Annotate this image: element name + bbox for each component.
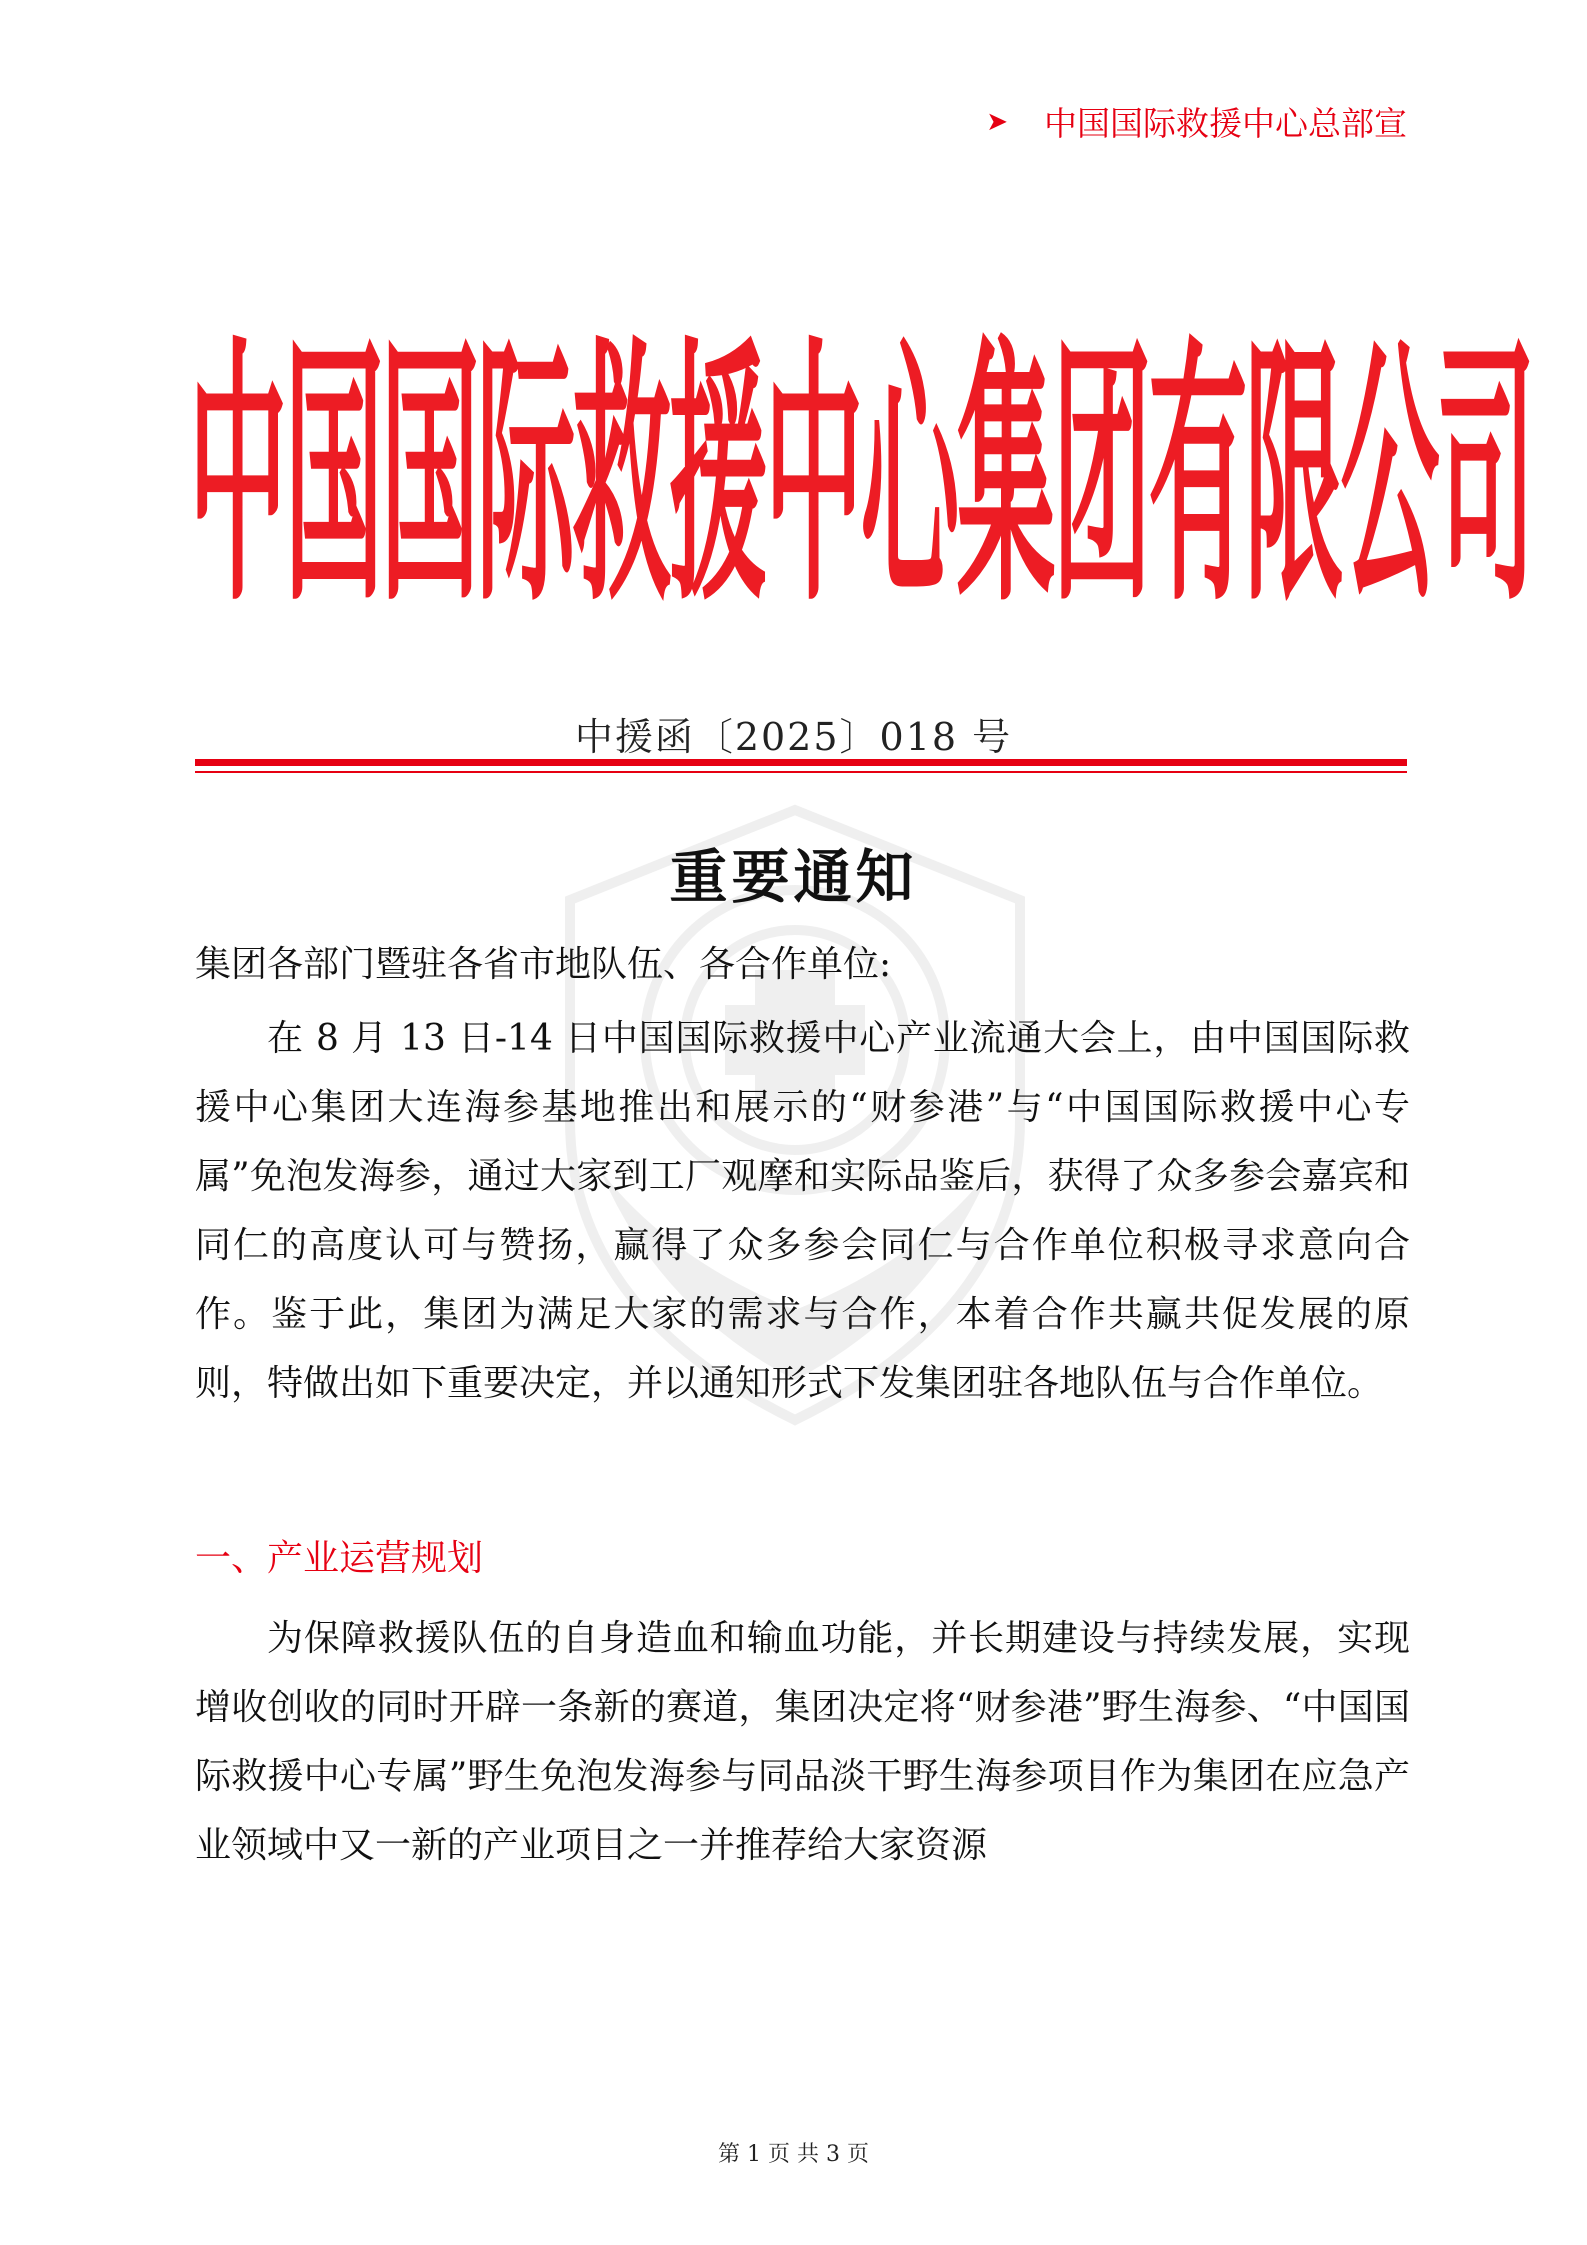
org-title-char: 救 bbox=[572, 314, 672, 640]
org-title-char: 团 bbox=[1052, 314, 1152, 640]
org-title-char: 限 bbox=[1244, 314, 1344, 640]
org-title-char: 际 bbox=[476, 314, 576, 640]
page-number: 第 1 页 共 3 页 bbox=[718, 2142, 869, 2167]
document-number: 中援函〔2025〕018 号 bbox=[574, 715, 1013, 759]
org-title-char: 国 bbox=[284, 314, 384, 640]
organization-title bbox=[188, 314, 1536, 640]
org-title-char: 心 bbox=[860, 314, 960, 640]
arrow-right-icon: ➤ bbox=[986, 106, 1008, 137]
org-title-char: 有 bbox=[1148, 314, 1248, 640]
body-paragraph: 为保障救援队伍的自身造血和输血功能，并长期建设与持续发展，实现增收创收的同时开辟一条新的赛道，集团决定将“财参港”野生海参、“中国国际救援中心专属”野生免泡发海参与同品淡干野生海参项目作为集团在应急产业领域中又一新的产业项目之一并推荐给大家资源 bbox=[195, 1618, 1410, 1866]
header-divider-thin bbox=[195, 771, 1407, 773]
org-title-char: 援 bbox=[668, 314, 768, 640]
org-title-char: 司 bbox=[1436, 314, 1536, 640]
header-tag bbox=[986, 98, 1407, 145]
org-title-char: 中 bbox=[188, 314, 288, 640]
org-title-char: 公 bbox=[1340, 314, 1440, 640]
header-divider-thick bbox=[195, 759, 1407, 766]
header-tag-text: 中国国际救援中心总部宣 bbox=[1044, 104, 1407, 143]
notice-title: 重要通知 bbox=[669, 843, 918, 911]
org-title-char: 国 bbox=[380, 314, 480, 640]
org-title-char: 集 bbox=[956, 314, 1056, 640]
salutation: 集团各部门暨驻各省市地队伍、各合作单位: bbox=[195, 944, 892, 985]
section-heading: 一、产业运营规划 bbox=[195, 1538, 484, 1579]
org-title-char: 中 bbox=[764, 314, 864, 640]
body-paragraph: 在 8 月 13 日-14 日中国国际救援中心产业流通大会上，由中国国际救援中心集团大连海参基地推出和展示的“财参港”与“中国国际救援中心专属”免泡发海参，通过大家到工厂观摩和实际品鉴后，获得了众多参会嘉宾和同仁的高度认可与赞扬，赢得了众多参会同仁与合作单位积极寻求意向合作。鉴于此，集团为满足大家的需求与合作，本着合作共赢共促发展的原则，特做出如下重要决定，并以通知形式下发集团驻各地队伍与合作单位。 bbox=[195, 1018, 1410, 1404]
